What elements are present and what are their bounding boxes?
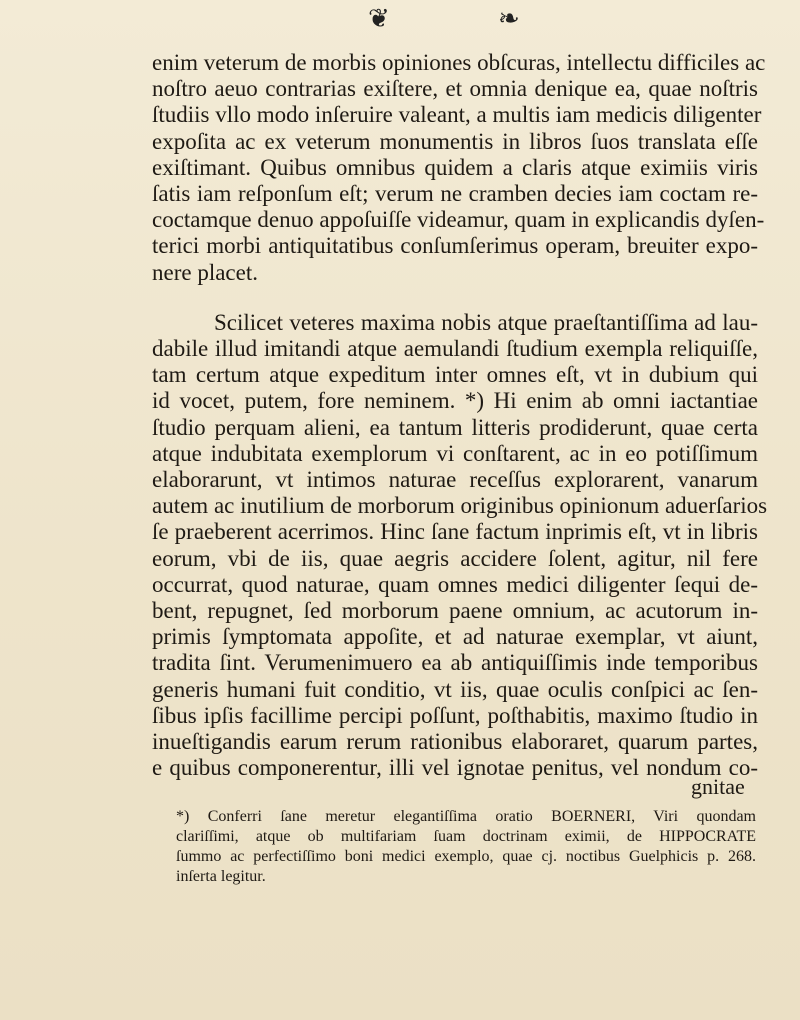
text-line: coctamque denuo appoſuiſſe videamur, quam in explicandis dyſen- <box>152 207 765 233</box>
text-line: ſtudiis vllo modo inſeruire valeant, a multis iam medicis diligenter <box>152 102 762 128</box>
text-line: generis humani fuit conditio, vt iis, quae oculis conſpici ac ſen- <box>152 676 758 702</box>
text-line: autem ac inutilium de morborum originibus opinionum aduerſarios <box>152 493 768 519</box>
text-line: ſibus ipſis facillime percipi poſſunt, poſthabitis, maximo ſtudio in <box>152 702 758 728</box>
text-line: bent, repugnet, ſed morborum paene omnium, ac acutorum in- <box>152 598 758 624</box>
text-line: id vocet, putem, fore neminem. *) Hi enim ab omni iactantiae <box>152 388 758 414</box>
text-line: ſe praeberent acerrimos. Hinc ſane factum inprimis eſt, vt in libris <box>152 519 758 545</box>
text-line: inueſtigandis earum rerum rationibus elaboraret, quarum partes, <box>152 729 758 755</box>
footnote-line: ſummo ac perfectiſſimo boni medici exemplo, quae cj. noctibus Guelphicis p. 268. <box>176 848 756 865</box>
text-line: primis ſymptomata appoſite, et ad naturae exemplar, vt aiunt, <box>152 624 758 650</box>
text-line: Scilicet veteres maxima nobis atque praeſtantiſſima ad lau- <box>214 309 758 335</box>
text-line: ſatis iam reſponſum eſt; verum ne cramben decies iam coctam re- <box>152 181 758 207</box>
text-line: occurrat, quod naturae, quam omnes medici diligenter ſequi de- <box>152 571 758 597</box>
text-line: tam certum atque expeditum inter omnes eſt, vt in dubium qui <box>152 362 758 388</box>
catchword: gnitae <box>691 774 745 799</box>
main-text <box>152 50 768 781</box>
text-line: elaborarunt, vt intimos naturae receſſus explorarent, vanarum <box>152 467 758 493</box>
header-ornament-right: ❧ <box>498 4 520 33</box>
text-line: dabile illud imitandi atque aemulandi ſtudium exempla reliquiſſe, <box>152 336 758 362</box>
text-line: tradita ſint. Verumenimuero ea ab antiquiſſimis inde temporibus <box>152 650 758 676</box>
paragraph-gap <box>152 286 758 310</box>
text-line: terici morbi antiquitatibus conſumſerimus operam, breuiter expo- <box>152 233 758 259</box>
text-line: ſtudio perquam alieni, ea tantum litteris prodiderunt, quae certa <box>152 414 758 440</box>
footnote-line: *) Conferri ſane meretur elegantiſſima oratio BOERNERI, Viri quondam <box>176 808 756 825</box>
footnote <box>176 807 756 887</box>
footnote-line: clariſſimi, atque ob multifariam ſuam doctrinam eximii, de HIPPOCRATE <box>176 828 756 845</box>
text-line: nere placet. <box>152 259 258 285</box>
text-line: expoſita ac ex veterum monumentis in libros ſuos translata eſſe <box>152 128 758 154</box>
text-line: e quibus componerentur, illi vel ignotae penitus, vel nondum co- <box>152 755 758 781</box>
header-ornament-left: ❦ <box>368 4 390 33</box>
text-line: atque indubitata exemplorum vi conſtarent, ac in eo potiſſimum <box>152 440 758 466</box>
footnote-line: inſerta legitur. <box>176 868 266 885</box>
text-line: eorum, vbi de iis, quae aegris accidere ſolent, agitur, nil fere <box>152 545 758 571</box>
text-line: exiſtimant. Quibus omnibus quidem a claris atque eximiis viris <box>152 154 758 180</box>
text-line: noſtro aeuo contrarias exiſtere, et omnia denique ea, quae noſtris <box>152 76 758 102</box>
text-line: enim veterum de morbis opiniones obſcuras, intellectu difficiles ac <box>152 50 766 75</box>
